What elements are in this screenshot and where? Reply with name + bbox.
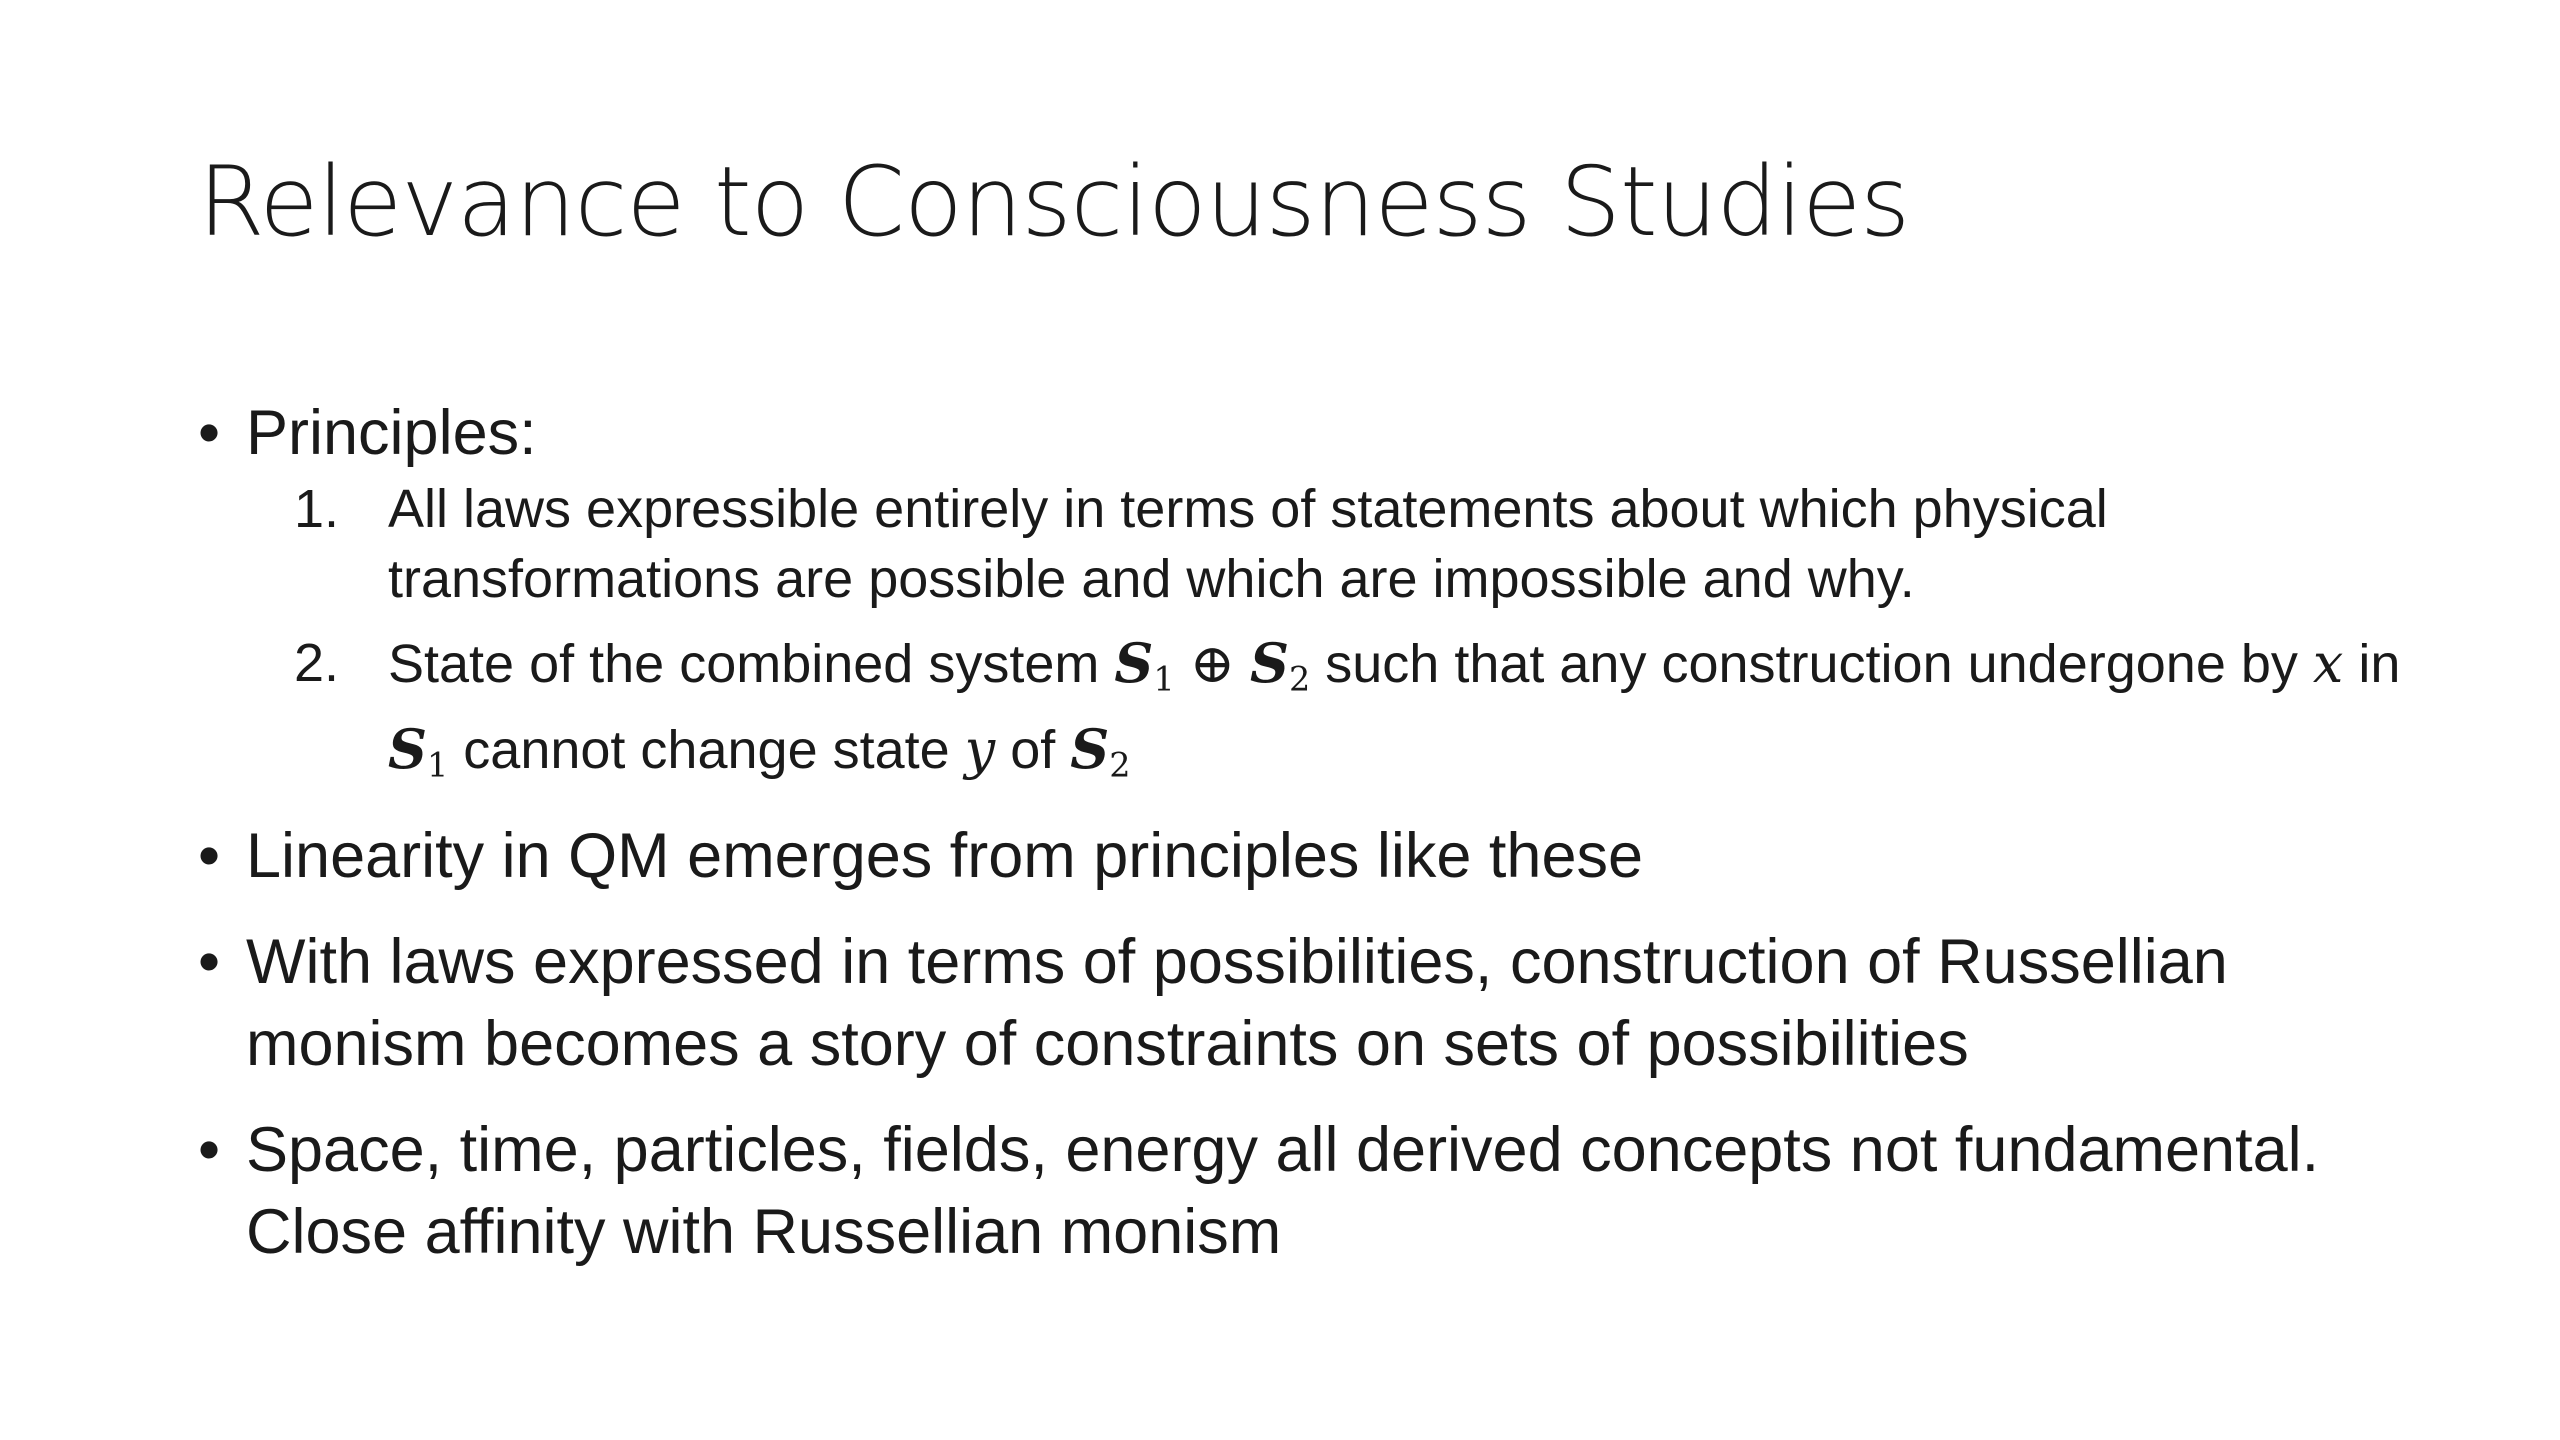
principle-item-1 xyxy=(198,474,2438,614)
list-number: 2. xyxy=(294,633,340,693)
bullet-derived-concepts xyxy=(198,1109,2438,1273)
slide-title: Relevance to Consciousness Studies xyxy=(198,146,1910,258)
principle-item-2 xyxy=(198,628,2438,801)
math-s1: $S_1$ xyxy=(388,717,449,785)
principles-list xyxy=(198,474,2438,801)
oplus-symbol: ⊕ xyxy=(1189,632,1235,695)
bullet-text: Space, time, particles, fields, energy all derived concepts not fundamental. Close affinity with Russellian monism xyxy=(246,1114,2320,1267)
principle-text: All laws expressible entirely in terms of statements about which physical transformations are possible and which are impossible and why. xyxy=(388,479,2108,609)
math-s2: $S_2$ xyxy=(1249,631,1311,699)
bullet-possibilities xyxy=(198,921,2438,1085)
math-x: x xyxy=(2312,632,2344,695)
math-y: y xyxy=(964,718,996,782)
list-number: 1. xyxy=(294,479,340,539)
bullet-principles xyxy=(198,392,2438,474)
math-s2: $S_2$ xyxy=(1070,717,1131,785)
bullet-text: Principles: xyxy=(246,398,537,468)
principle-text: State of the combined system $S_1$ ⊕ $S_2$ such that any construction undergone by x in $S_1$ cannot change state y of $S_2$ xyxy=(388,631,2401,785)
math-s1: $S_1$ xyxy=(1114,631,1175,699)
bullet-text: With laws expressed in terms of possibilities, construction of Russellian monism becomes a story of constraints on sets of possibilities xyxy=(246,926,2228,1079)
bullet-linearity xyxy=(198,815,2438,897)
bullet-text: Linearity in QM emerges from principles like these xyxy=(246,820,1644,891)
slide-body xyxy=(198,392,2438,1297)
